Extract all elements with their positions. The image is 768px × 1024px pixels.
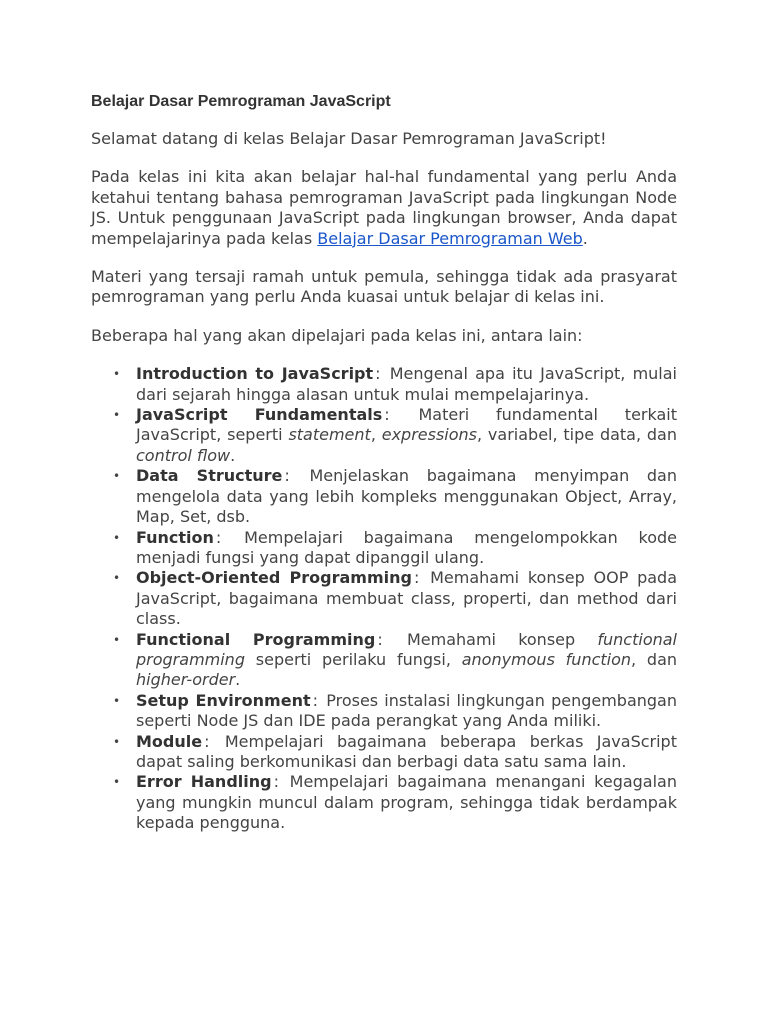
topic-description: Mempelajari bagaimana mengelompokkan kode menjadi fungsi yang dapat dipanggil ulang.	[136, 527, 678, 567]
page-title: Belajar Dasar Pemrograman JavaScript	[91, 93, 391, 110]
bullet-icon: •	[113, 693, 121, 708]
desc-part: .	[230, 445, 236, 465]
term-separator: :	[204, 731, 210, 751]
topics-list	[91, 364, 677, 833]
term-separator: :	[384, 405, 390, 425]
desc-emphasis: expressions	[381, 425, 478, 445]
desc-emphasis: functional programming	[136, 629, 677, 669]
list-item	[91, 364, 677, 405]
intro-text: Pada kelas ini kita akan belajar hal-hal fundamental yang perlu Anda ketahui tentang bahasa pemrograman JavaScript pada lingkungan Node JS. Untuk penggunaan JavaScript pada lingkungan browser, Anda dapat mempelajarinya pada kelas	[91, 167, 677, 248]
term-separator: :	[215, 527, 222, 547]
term-separator: :	[377, 629, 383, 649]
term-separator: :	[312, 690, 319, 710]
topic-term: Function	[136, 527, 214, 547]
bullet-icon: •	[113, 734, 121, 749]
intro-period: .	[582, 228, 588, 248]
topic-description: Memahami konsep OOP pada JavaScript, bagaimana membuat class, properti, dan method dari class.	[136, 568, 677, 629]
term-separator: :	[413, 568, 420, 588]
topic-term: Introduction to JavaScript	[136, 364, 374, 384]
topic-term: Error Handling	[136, 772, 272, 792]
list-item	[91, 568, 677, 629]
list-item	[91, 466, 677, 527]
bullet-icon: •	[113, 632, 121, 647]
topic-term: JavaScript Fundamentals	[136, 405, 383, 425]
desc-emphasis: higher-order	[136, 670, 236, 690]
bullet-icon: •	[113, 367, 121, 382]
welcome-paragraph: Selamat datang di kelas Belajar Dasar Pemrograman JavaScript!	[91, 129, 607, 148]
topic-description: Proses instalasi lingkungan pengembangan seperti Node JS dan IDE pada perangkat yang Anda miliki.	[136, 690, 677, 731]
audience-paragraph: Materi yang tersaji ramah untuk pemula, sehingga tidak ada prasyarat pemrograman yang perlu Anda kuasai untuk belajar di kelas ini.	[91, 267, 677, 307]
topic-description: Mempelajari bagaimana menangani kegagalan yang mungkin muncul dalam program, sehingga tidak berdampak kepada pengguna.	[136, 772, 678, 833]
list-item	[91, 528, 677, 569]
desc-part: , variabel, tipe data, dan	[477, 425, 678, 445]
list-item	[91, 630, 677, 691]
topic-description: Mempelajari bagaimana beberapa berkas JavaScript dapat saling berkomunikasi dan berbagi data satu sama lain.	[136, 731, 677, 771]
web-course-link[interactable]: Belajar Dasar Pemrograman Web	[317, 228, 583, 248]
desc-part: .	[235, 670, 241, 690]
document-page	[91, 92, 677, 834]
topic-description: Mengenal apa itu JavaScript, mulai dari sejarah hingga alasan untuk mulai mempelajarinya.	[136, 364, 678, 404]
bullet-icon: •	[113, 408, 121, 423]
desc-part: seperti perilaku fungsi,	[244, 649, 462, 669]
bullet-icon: •	[113, 469, 121, 484]
term-separator: :	[375, 364, 381, 384]
desc-part: Materi fundamental terkait JavaScript, seperti	[136, 405, 678, 445]
topic-term: Data Structure	[136, 466, 283, 486]
term-separator: :	[273, 772, 279, 792]
desc-emphasis: anonymous function	[461, 649, 632, 669]
topic-term: Setup Environment	[136, 690, 311, 710]
term-separator: :	[284, 466, 290, 486]
intro-paragraph	[91, 167, 677, 249]
list-item	[91, 732, 677, 773]
topic-description: Menjelaskan bagaimana menyimpan dan mengelola data yang lebih kompleks menggunakan Object, Array, Map, Set, dsb.	[136, 466, 678, 527]
list-item	[91, 691, 677, 732]
bullet-icon: •	[113, 571, 121, 586]
desc-part: Memahami konsep	[406, 629, 598, 649]
list-intro-paragraph: Beberapa hal yang akan dipelajari pada kelas ini, antara lain:	[91, 325, 583, 345]
desc-part: , dan	[631, 649, 678, 669]
desc-emphasis: statement	[288, 425, 371, 445]
list-item	[91, 772, 677, 833]
bullet-icon: •	[113, 775, 121, 790]
topic-term: Object-Oriented Programming	[136, 568, 412, 588]
topic-term: Functional Programming	[136, 629, 376, 649]
bullet-icon: •	[113, 530, 121, 545]
list-item	[91, 405, 677, 466]
desc-part: ,	[370, 425, 382, 445]
desc-emphasis: control flow	[136, 445, 231, 465]
topic-term: Module	[136, 731, 203, 751]
